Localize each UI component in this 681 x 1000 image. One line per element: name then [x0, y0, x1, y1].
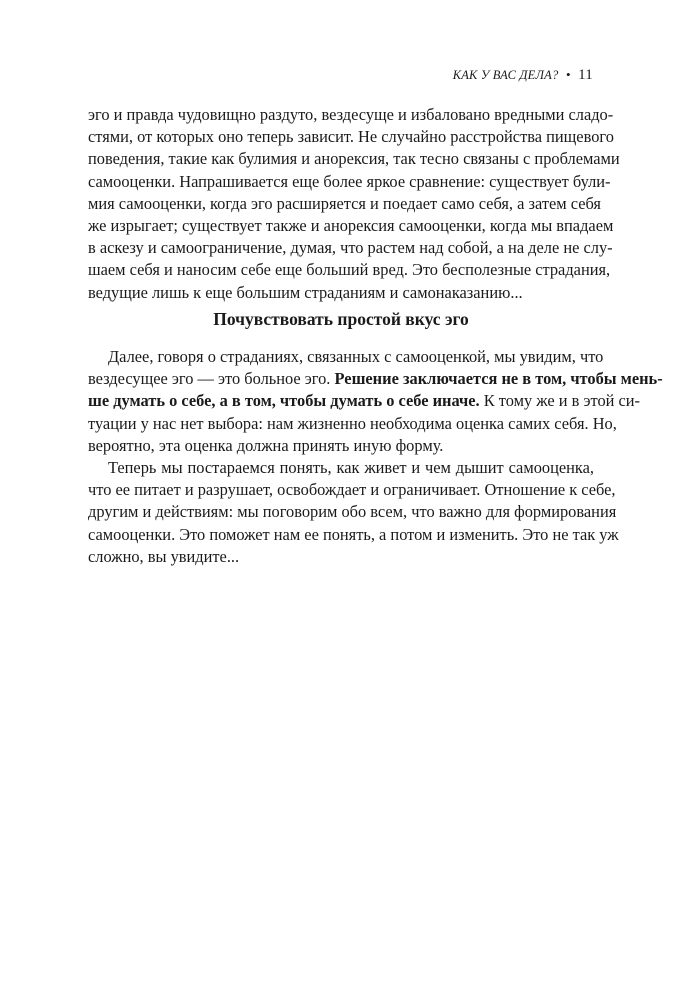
paragraph-line: Далее, говоря о страданиях, связанных с самооценкой, мы увидим, что [108, 347, 604, 366]
paragraph-line: что ее питает и разрушает, освобождает и ограничивает. Отношение к себе, [88, 480, 616, 500]
running-head-title: КАК У ВАС ДЕЛА? [452, 68, 559, 82]
plain-text: вездесущее эго — это больное эго. [88, 369, 335, 389]
paragraph-line: эго и правда чудовищно раздуто, вездесуще и избаловано вредными сладо- [88, 105, 614, 124]
paragraph-line [88, 390, 641, 412]
paragraph-line: другим и действиям: мы поговорим обо всем, что важно для формирования [88, 502, 617, 522]
paragraph-line: поведения, такие как булимия и анорексия, так тесно связаны с проблемами [88, 149, 620, 169]
emphasis-text: ше думать о себе, а в том, чтобы думать о себе иначе. [88, 391, 480, 411]
section-body [88, 346, 663, 568]
paragraph-line: же изрыгает; существует также и анорексия самооценки, когда мы впадаем [88, 215, 614, 235]
paragraph-line: мия самооценки, когда эго расширяется и поедает само себя, а затем себя [88, 193, 601, 213]
paragraph-line: стями, от которых оно теперь зависит. Не случайно расстройства пищевого [88, 127, 614, 147]
emphasis-text: Решение заключается не в том, чтобы мень- [334, 369, 663, 389]
paragraph-line: в аскезу и самоограничение, думая, что растем над собой, а на деле не слу- [88, 238, 613, 258]
plain-text: К тому же и в этой си- [479, 391, 641, 411]
paragraph-line: вероятно, эта оценка должна принять иную форму. [88, 435, 444, 455]
paragraph-line: шаем себя и наносим себе еще больший вред. Это бесполезные страдания, [88, 260, 611, 280]
paragraph-line: туации у нас нет выбора: нам жизненно необходима оценка самих себя. Но, [88, 413, 617, 433]
paragraph-line: Теперь мы постараемся понять, как живет и чем дышит самооценка, [108, 457, 594, 477]
paragraph-line: ведущие лишь к еще большим страданиям и самонаказанию... [88, 282, 523, 302]
running-head-bullet: • [565, 67, 571, 82]
paragraph-line: самооценки. Это поможет нам ее понять, а потом и изменить. Это не так уж [88, 524, 619, 544]
paragraph-continued [88, 104, 620, 304]
paragraph-line: сложно, вы увидите... [88, 546, 240, 566]
running-head [453, 66, 593, 84]
page-number: 11 [578, 67, 593, 83]
paragraph-line: самооценки. Напрашивается еще более яркое сравнение: существует були- [88, 171, 611, 191]
paragraph-line [88, 368, 663, 390]
section-heading: Почувствовать простой вкус эго [213, 309, 469, 329]
